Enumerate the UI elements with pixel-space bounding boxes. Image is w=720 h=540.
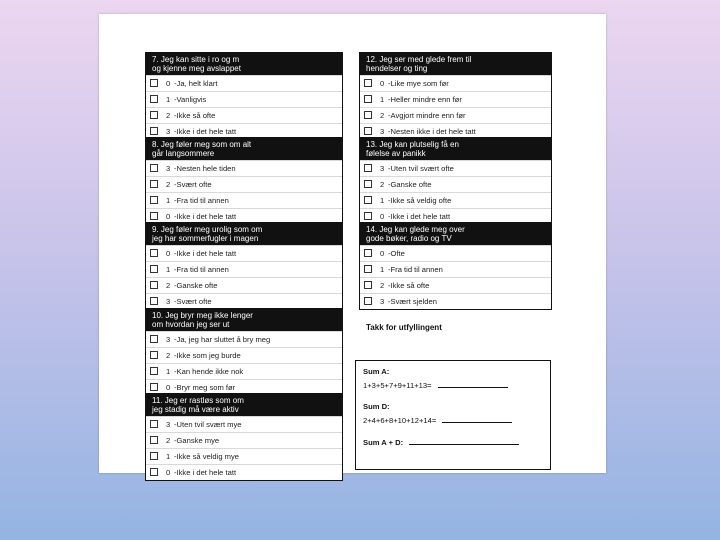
option-label: -Nesten ikke i det hele tatt (388, 127, 476, 136)
option-score: 1 (166, 452, 171, 461)
answer-option[interactable] (360, 277, 551, 293)
option-label: -Heller mindre enn før (388, 95, 462, 104)
option-label: -Like mye som før (388, 79, 449, 88)
answer-option[interactable] (146, 464, 342, 480)
answer-option[interactable] (146, 75, 342, 91)
option-score: 0 (380, 212, 385, 221)
sum-formula-row (363, 415, 543, 425)
question-header (360, 223, 551, 245)
checkbox[interactable] (150, 452, 158, 460)
option-label: -Ikke så ofte (174, 111, 216, 120)
option-score: 3 (380, 164, 385, 173)
sum-label: Sum A + D: (363, 438, 404, 447)
checkbox[interactable] (364, 180, 372, 188)
thanks-text: Takk for utfyllingent (366, 323, 442, 332)
sum-label: Sum D: (363, 402, 390, 411)
checkbox[interactable] (150, 249, 158, 257)
option-score: 3 (166, 164, 171, 173)
answer-option[interactable] (360, 160, 551, 176)
question-text-line: om hvordan jeg ser ut (152, 320, 230, 329)
checkbox[interactable] (150, 95, 158, 103)
checkbox[interactable] (364, 79, 372, 87)
question-text-line: 14. Jeg kan glede meg over (366, 225, 465, 234)
answer-option[interactable] (146, 363, 342, 379)
question-box-11 (145, 393, 343, 481)
option-score: 0 (380, 79, 385, 88)
checkbox[interactable] (150, 468, 158, 476)
option-score: 3 (380, 127, 385, 136)
checkbox[interactable] (150, 351, 158, 359)
option-label: -Ikke i det hele tatt (174, 212, 237, 221)
option-score: 1 (166, 265, 171, 274)
option-label: -Kan hende ikke nok (174, 367, 244, 376)
question-text-line: jeg har sommerfugler i magen (152, 234, 259, 243)
option-score: 1 (166, 196, 171, 205)
answer-option[interactable] (146, 416, 342, 432)
sum-formula: 1+3+5+7+9+11+13= (363, 381, 432, 390)
answer-option[interactable] (146, 176, 342, 192)
question-text-line: 8. Jeg føler meg som om alt (152, 140, 252, 149)
option-score: 1 (380, 95, 385, 104)
sum-formula-row (363, 380, 543, 390)
sum-label: Sum A: (363, 367, 390, 376)
option-label: -Vanligvis (174, 95, 207, 104)
option-label: -Uten tvil svært ofte (388, 164, 454, 173)
option-label: -Ikke i det hele tatt (388, 212, 451, 221)
checkbox[interactable] (150, 180, 158, 188)
option-score: 0 (166, 468, 171, 477)
option-score: 3 (380, 297, 385, 306)
checkbox[interactable] (150, 297, 158, 305)
option-score: 2 (166, 180, 171, 189)
question-text-line: jeg stadig må være aktiv (152, 405, 239, 414)
checkbox[interactable] (150, 281, 158, 289)
option-label: -Fra tid til annen (174, 196, 229, 205)
option-score: 2 (166, 436, 171, 445)
option-label: -Ganske ofte (388, 180, 432, 189)
answer-option[interactable] (146, 347, 342, 363)
answer-option[interactable] (146, 192, 342, 208)
question-text-line: 13. Jeg kan plutselig få en (366, 140, 459, 149)
question-text-line: hendelser og ting (366, 64, 428, 73)
question-box-13 (359, 137, 552, 225)
answer-option[interactable] (146, 448, 342, 464)
option-label: -Ikke så ofte (388, 281, 430, 290)
option-score: 0 (380, 249, 385, 258)
answer-option[interactable] (146, 331, 342, 347)
checkbox[interactable] (364, 265, 372, 273)
option-score: 1 (380, 265, 385, 274)
answer-option[interactable] (360, 245, 551, 261)
question-box-9 (145, 222, 343, 310)
option-score: 3 (166, 335, 171, 344)
checkbox[interactable] (364, 212, 372, 220)
option-label: -Ikke så veldig ofte (388, 196, 452, 205)
answer-option[interactable] (146, 245, 342, 261)
checkbox[interactable] (364, 127, 372, 135)
question-header (146, 394, 342, 416)
sum-d (363, 402, 543, 425)
checkbox[interactable] (364, 196, 372, 204)
question-text-line: 9. Jeg føler meg urolig som om (152, 225, 263, 234)
answer-option[interactable] (146, 293, 342, 309)
answer-option[interactable] (146, 277, 342, 293)
checkbox[interactable] (364, 281, 372, 289)
checkbox[interactable] (150, 367, 158, 375)
answer-option[interactable] (360, 91, 551, 107)
option-label: -Ja, helt klart (174, 79, 218, 88)
option-label: -Svært ofte (174, 297, 212, 306)
option-label: -Fra tid til annen (174, 265, 229, 274)
option-label: -Bryr meg som før (174, 383, 236, 392)
answer-option[interactable] (360, 261, 551, 277)
checkbox[interactable] (364, 95, 372, 103)
option-score: 3 (166, 420, 171, 429)
option-score: 2 (166, 111, 171, 120)
sum-a (363, 367, 543, 390)
checkbox[interactable] (364, 111, 372, 119)
option-score: 0 (166, 249, 171, 258)
option-label: -Ja, jeg har sluttet å bry meg (174, 335, 271, 344)
checkbox[interactable] (150, 212, 158, 220)
question-header (360, 138, 551, 160)
sum-answer-line[interactable] (409, 437, 519, 445)
option-label: -Avgjort mindre enn før (388, 111, 466, 120)
option-label: -Ikke som jeg burde (174, 351, 241, 360)
question-header (146, 138, 342, 160)
question-text-line: og kjenne meg avslappet (152, 64, 241, 73)
answer-option[interactable] (146, 160, 342, 176)
question-header (146, 309, 342, 331)
option-score: 3 (166, 127, 171, 136)
option-score: 2 (380, 281, 385, 290)
checkbox[interactable] (150, 127, 158, 135)
question-header (360, 53, 551, 75)
checkbox[interactable] (150, 420, 158, 428)
answer-option[interactable] (146, 261, 342, 277)
sum-box (355, 360, 551, 470)
option-label: -Uten tvil svært mye (174, 420, 242, 429)
option-label: -Fra tid til annen (388, 265, 443, 274)
option-score: 2 (380, 111, 385, 120)
question-text-line: 11. Jeg er rastløs som om (152, 396, 244, 405)
sum-answer-line[interactable] (442, 415, 512, 423)
option-label: -Ikke i det hele tatt (174, 249, 237, 258)
option-score: 1 (166, 367, 171, 376)
option-score: 0 (166, 79, 171, 88)
answer-option[interactable] (146, 107, 342, 123)
sum-answer-line[interactable] (438, 380, 508, 388)
option-score: 1 (380, 196, 385, 205)
answer-option[interactable] (360, 107, 551, 123)
checkbox[interactable] (150, 265, 158, 273)
checkbox[interactable] (150, 436, 158, 444)
option-label: -Nesten hele tiden (174, 164, 236, 173)
sum-a-plus-d (363, 437, 543, 447)
option-label: -Ganske mye (174, 436, 220, 445)
question-text-line: 10. Jeg bryr meg ikke lenger (152, 311, 253, 320)
checkbox[interactable] (150, 335, 158, 343)
answer-option[interactable] (146, 91, 342, 107)
question-text-line: 12. Jeg ser med glede frem til (366, 55, 472, 64)
sum-formula: 2+4+6+8+10+12+14= (363, 416, 437, 425)
option-label: -Svært ofte (174, 180, 212, 189)
answer-option[interactable] (360, 75, 551, 91)
checkbox[interactable] (150, 196, 158, 204)
option-label: -Ofte (388, 249, 405, 258)
answer-option[interactable] (360, 192, 551, 208)
checkbox[interactable] (364, 249, 372, 257)
checkbox[interactable] (150, 383, 158, 391)
option-score: 2 (380, 180, 385, 189)
question-box-7 (145, 52, 343, 140)
option-score: 2 (166, 351, 171, 360)
answer-option[interactable] (146, 432, 342, 448)
question-text-line: 7. Jeg kan sitte i ro og m (152, 55, 240, 64)
answer-option[interactable] (360, 293, 551, 309)
question-box-12 (359, 52, 552, 140)
option-label: -Svært sjelden (388, 297, 437, 306)
question-text-line: går langsommere (152, 149, 215, 158)
question-box-8 (145, 137, 343, 225)
checkbox[interactable] (364, 297, 372, 305)
question-box-10 (145, 308, 343, 396)
option-label: -Ikke i det hele tatt (174, 127, 237, 136)
option-score: 2 (166, 281, 171, 290)
option-score: 1 (166, 95, 171, 104)
checkbox[interactable] (150, 111, 158, 119)
option-score: 0 (166, 212, 171, 221)
option-label: -Ganske ofte (174, 281, 218, 290)
question-box-14 (359, 222, 552, 310)
answer-option[interactable] (360, 176, 551, 192)
checkbox[interactable] (150, 79, 158, 87)
checkbox[interactable] (364, 164, 372, 172)
question-text-line: følelse av panikk (366, 149, 426, 158)
option-score: 3 (166, 297, 171, 306)
scanned-questionnaire-page (99, 14, 606, 477)
option-score: 0 (166, 383, 171, 392)
question-header (146, 223, 342, 245)
checkbox[interactable] (150, 164, 158, 172)
option-label: -Ikke så veldig mye (174, 452, 239, 461)
question-header (146, 53, 342, 75)
question-text-line: gode bøker, radio og TV (366, 234, 452, 243)
option-label: -Ikke i det hele tatt (174, 468, 237, 477)
